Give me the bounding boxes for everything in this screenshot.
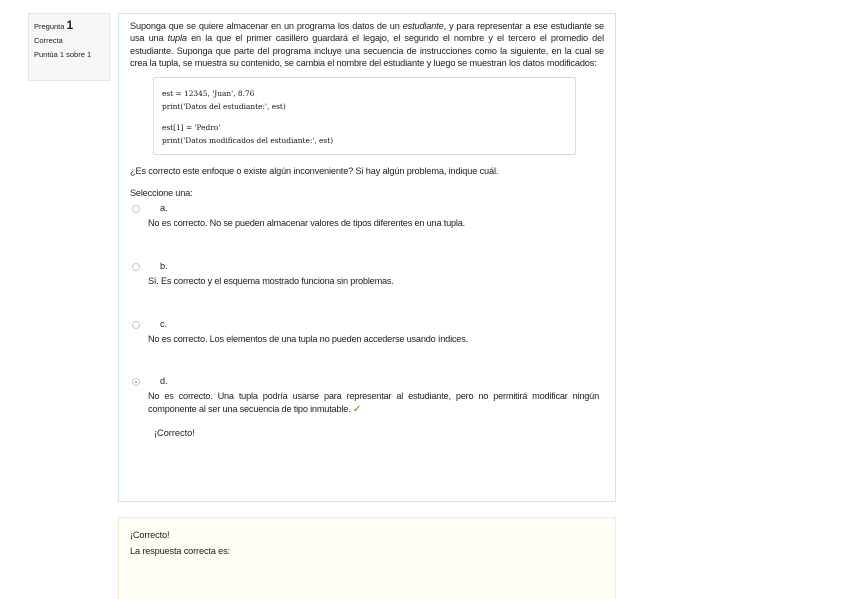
select-prompt: Seleccione una:: [130, 188, 193, 199]
question-state: Correcta: [34, 36, 63, 45]
question-grade: Puntúa 1 sobre 1: [34, 50, 92, 59]
code-line: est[1] = 'Pedro': [162, 123, 221, 133]
code-line: est = 12345, 'Juan', 8.76: [162, 89, 255, 99]
radio-button[interactable]: [132, 263, 140, 271]
answer-option-d[interactable]: [130, 376, 604, 446]
outcome-panel: [118, 517, 616, 599]
question-text: Suponga que se quiere almacenar en un programa los datos de un estudiante, y para representar a ese estudiante se usa una tupla en la que el primer casillero guardará el legajo, el segundo el nombre y el tercero el promedio del estudiante. Suponga que parte del programa incluye una secuencia de instrucciones como la siguiente, en la cual se crea la tupla, se muestra su contenido, se cambia el nombre del estudiante y luego se muestran los datos modificados:: [130, 21, 604, 68]
answer-letter: b.: [160, 261, 168, 272]
code-line: print('Datos del estudiante:', est): [162, 102, 286, 112]
question-info-panel: [28, 13, 110, 81]
question-number: [34, 18, 104, 34]
followup-question: ¿Es correcto este enfoque o existe algún inconveniente? Si hay algún problema, indique cuál.: [130, 166, 499, 177]
radio-button-selected[interactable]: [132, 378, 140, 386]
answer-letter: a.: [160, 203, 168, 214]
outcome-title: ¡Correcto!: [130, 530, 170, 540]
answer-text: Sí. Es correcto y el esquema mostrado funciona sin problemas.: [148, 276, 394, 287]
answer-text: No es correcto. Los elementos de una tupla no pueden accederse usando índices.: [148, 334, 468, 345]
answer-text: No es correcto. No se pueden almacenar valores de tipos diferentes en una tupla.: [148, 218, 465, 229]
answer-feedback: ¡Correcto!: [154, 428, 195, 439]
question-content: [118, 13, 616, 502]
question-number-value: 1: [66, 18, 74, 32]
answer-text: No es correcto. Una tupla podría usarse para representar al estudiante, pero no permitirá modificar ningún componente al ser una secuencia de tipo inmutable. ✓: [148, 391, 599, 415]
outcome-right-answer-label: La respuesta correcta es:: [130, 546, 230, 556]
check-icon: ✓: [352, 403, 362, 415]
question-label: Pregunta: [34, 22, 65, 31]
code-block: [153, 77, 576, 155]
code-line: [162, 113, 567, 121]
answer-option-a[interactable]: [130, 203, 604, 261]
radio-button[interactable]: [132, 205, 140, 213]
answer-option-c[interactable]: [130, 319, 604, 376]
radio-button[interactable]: [132, 321, 140, 329]
code-line: print('Datos modificados del estudiante:', est): [162, 136, 334, 146]
answer-letter: d.: [160, 376, 168, 387]
answer-letter: c.: [160, 319, 168, 330]
answer-option-b[interactable]: [130, 261, 604, 319]
